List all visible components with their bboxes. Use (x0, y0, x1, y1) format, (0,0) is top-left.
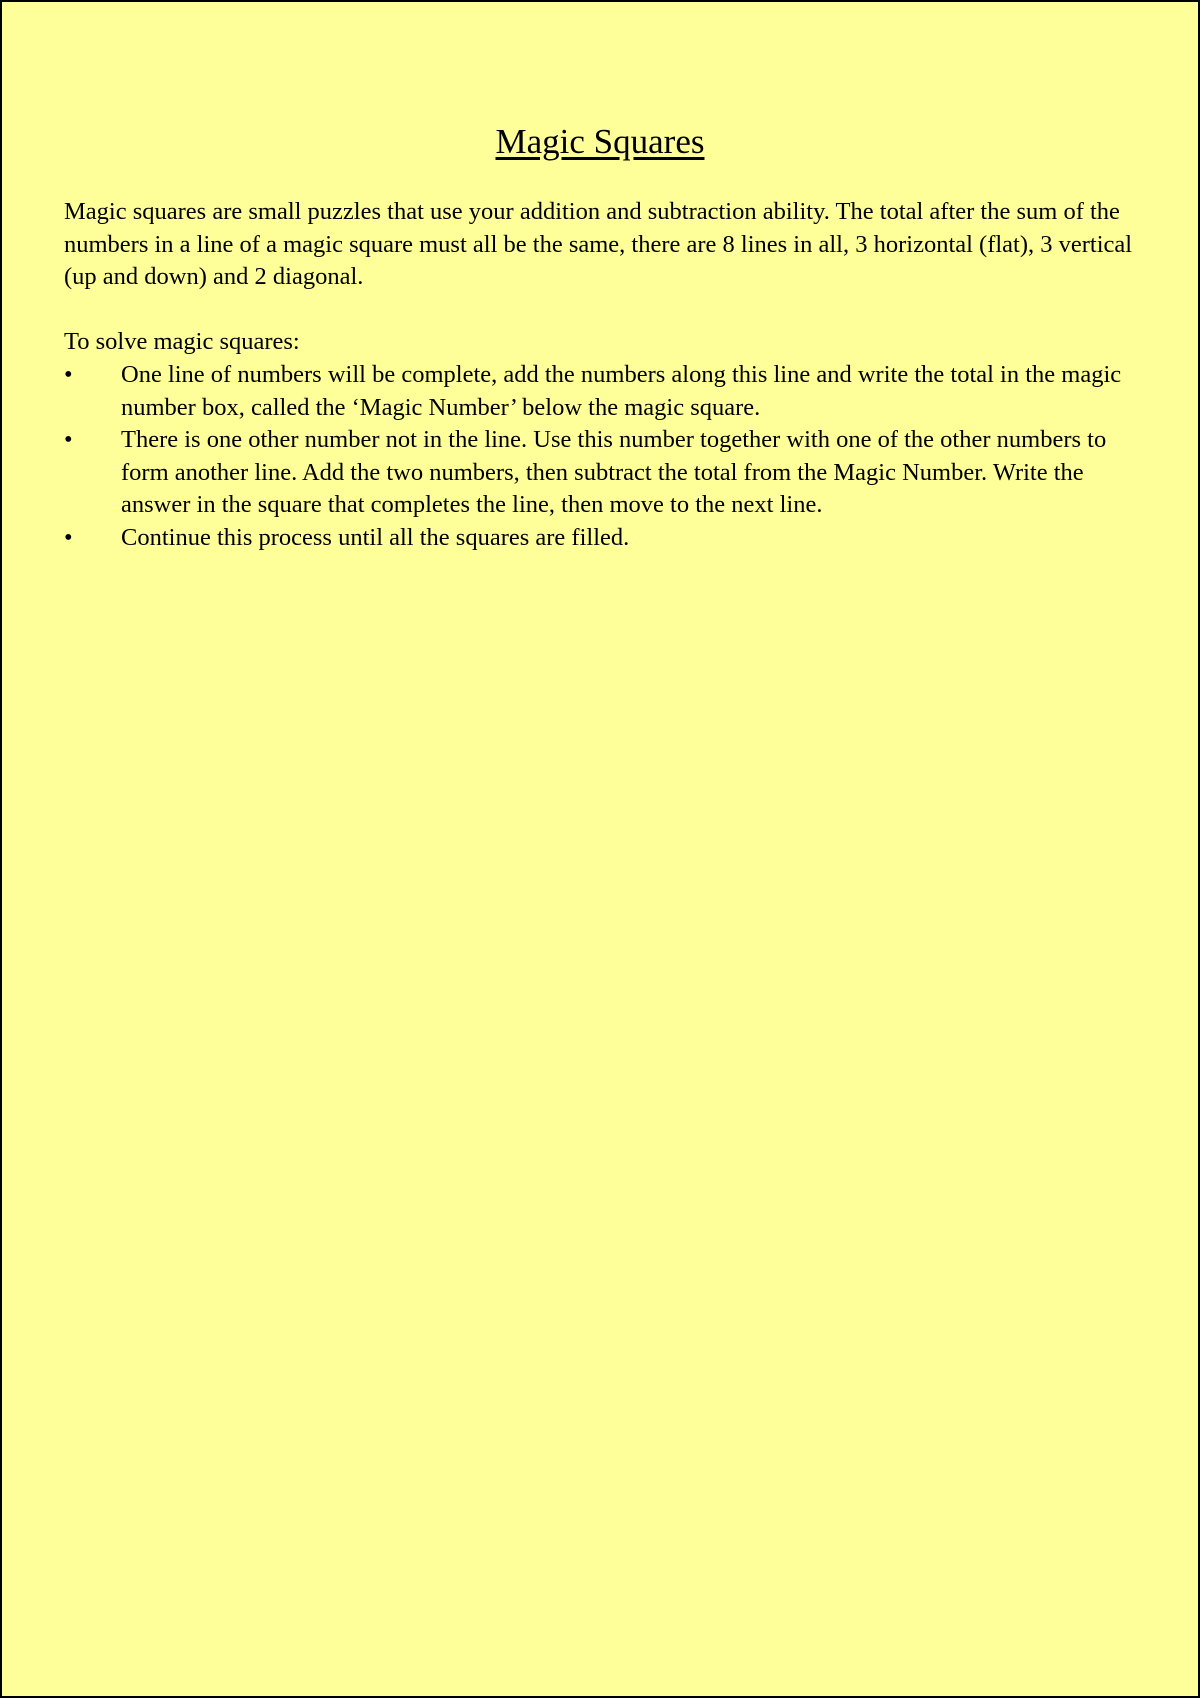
solve-heading: To solve magic squares: (64, 328, 300, 355)
steps-list (64, 359, 1144, 555)
list-item (64, 424, 1144, 522)
page-title: Magic Squares (495, 122, 705, 161)
intro-paragraph: Magic squares are small puzzles that use your addition and subtraction ability. The total after the sum of the numbers in a line of a magic square must all be the same, there are 8 lines in all, 3 horizontal (flat), 3 vertical (up and down) and 2 diagonal. (64, 198, 1133, 291)
step-text: There is one other number not in the line. Use this number together with one of the other numbers to form another line. Add the two numbers, then subtract the total from the Magic Number. Write the answer in the square that completes the line, then move to the next line. (121, 426, 1107, 519)
step-text: Continue this process until all the squares are filled. (121, 523, 630, 551)
bullet-icon: • (64, 426, 73, 454)
bullet-icon: • (64, 361, 73, 388)
step-text: One line of numbers will be complete, add the numbers along this line and write the total in the magic number box, called the ‘Magic Number’ below the magic square. (121, 361, 1122, 421)
bullet-icon: • (64, 523, 73, 551)
list-item (64, 359, 1144, 424)
list-item (64, 522, 1144, 555)
